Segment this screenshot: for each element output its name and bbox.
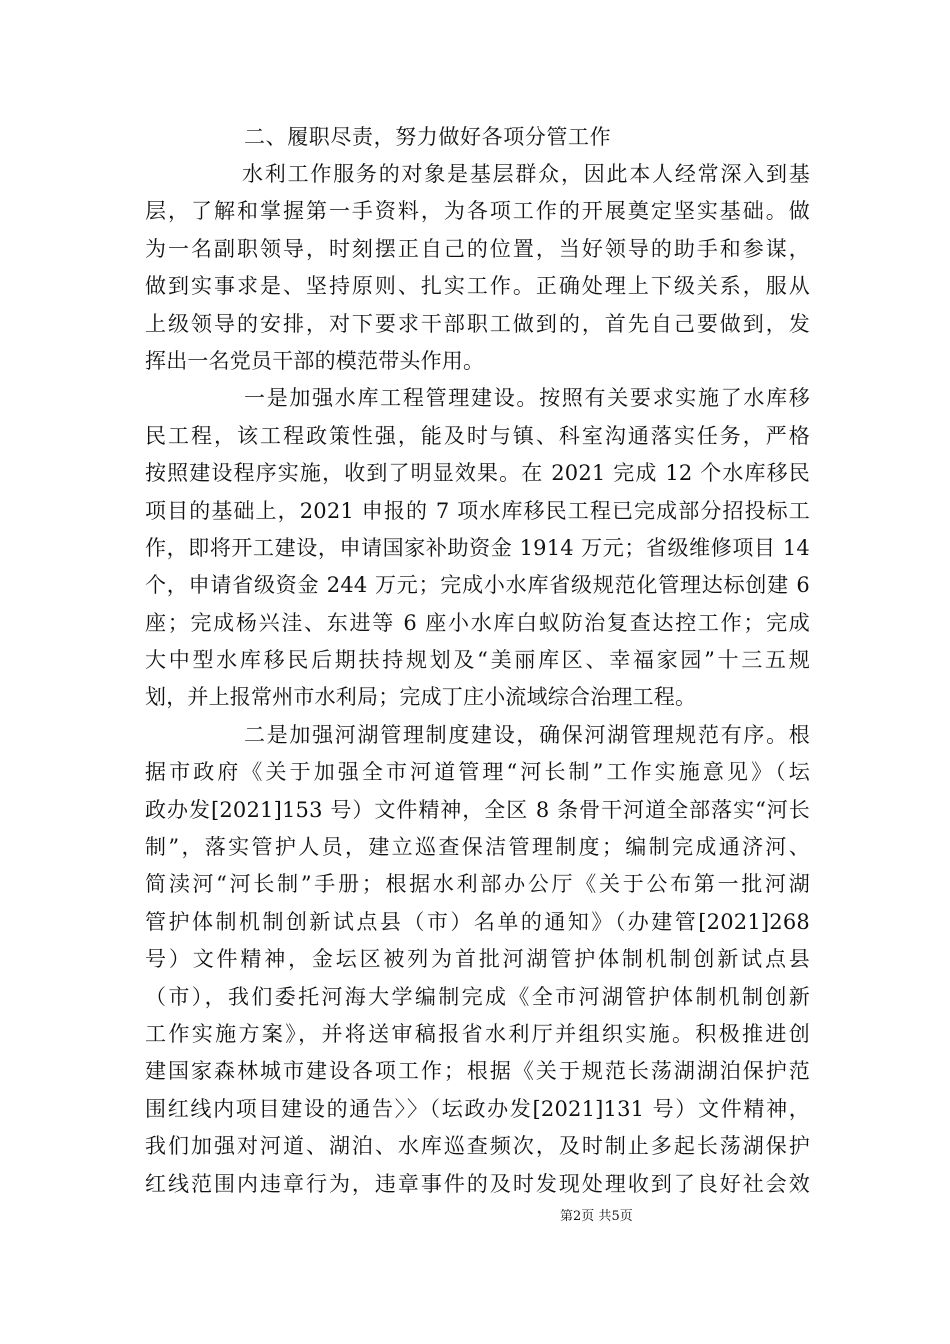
paragraph-line: 水利工作服务的对象是基层群众，因此本人经常深入到基 (242, 162, 810, 186)
paragraph-line: 建国家森林城市建设各项工作；根据《关于规范长荡湖湖泊保护范 (145, 1059, 810, 1084)
paragraph-reservoir-management (145, 380, 810, 717)
page-footer (0, 1205, 950, 1224)
footer-middle: 页 共 (581, 1209, 612, 1224)
section-heading: 二、履职尽责，努力做好各项分管工作 (244, 125, 612, 149)
footer-prefix: 第 (560, 1209, 574, 1224)
paragraph-service-attitude (145, 156, 810, 380)
paragraph-line: 作，即将开工建设，申请国家补助资金 1914 万元；省级维修项目 14 (145, 535, 810, 560)
paragraph-line: 为一名副职领导，时刻摆正自己的位置，当好领导的助手和参谋， (145, 236, 810, 261)
paragraph-line: 管护体制机制创新试点县（市）名单的通知》（办建管[2021]268 (145, 909, 810, 934)
footer-total-pages: 5 (611, 1209, 620, 1224)
paragraph-line: 按照建设程序实施，收到了明显效果。在 2021 完成 12 个水库移民 (145, 461, 810, 486)
paragraph-line: 上级领导的安排，对下要求干部职工做到的，首先自己要做到，发 (145, 311, 810, 336)
paragraph-line: 项目的基础上，2021 申报的 7 项水库移民工程已完成部分招投标工 (145, 498, 810, 523)
paragraph-line: 一是加强水库工程管理建设。按照有关要求实施了水库移 (244, 386, 810, 411)
document-body (145, 118, 810, 1203)
paragraph-line: 做到实事求是、坚持原则、扎实工作。正确处理上下级关系，服从 (145, 274, 810, 299)
paragraph-line: 简渎河“河长制”手册；根据水利部办公厅《关于公布第一批河湖 (145, 872, 810, 897)
paragraph-line: 红线范围内违章行为，违章事件的及时发现处理收到了良好社会效 (145, 1171, 810, 1196)
paragraph-line: 层，了解和掌握第一手资料，为各项工作的开展奠定坚实基础。做 (145, 199, 810, 224)
paragraph-river-lake-management (145, 717, 810, 1203)
paragraph-line: 我们加强对河道、湖泊、水库巡查频次，及时制止多起长荡湖保护 (145, 1134, 810, 1159)
paragraph-line: 座；完成杨兴洼、东进等 6 座小水库白蚁防治复查达控工作；完成 (145, 610, 810, 635)
paragraph-line: （市），我们委托河海大学编制完成《全市河湖管护体制机制创新 (145, 984, 810, 1009)
paragraph-line: 大中型水库移民后期扶持规划及“美丽库区、幸福家园”十三五规 (145, 648, 810, 673)
paragraph-line: 挥出一名党员干部的模范带头作用。 (145, 348, 485, 373)
paragraph-line: 制”，落实管护人员，建立巡查保洁管理制度；编制完成通济河、 (145, 835, 810, 860)
paragraph-line: 号）文件精神，金坛区被列为首批河湖管护体制机制创新试点县 (145, 947, 810, 972)
paragraph-line: 二是加强河湖管理制度建设，确保河湖管理规范有序。根 (244, 722, 810, 747)
paragraph-line: 工作实施方案》，并将送审稿报省水利厅并组织实施。积极推进创 (145, 1021, 810, 1046)
paragraph-line: 个，申请省级资金 244 万元；完成小水库省级规范化管理达标创建 6 (145, 573, 810, 598)
footer-suffix: 页 (619, 1209, 633, 1224)
footer-page-number: 2 (573, 1209, 582, 1224)
paragraph-line: 据市政府《关于加强全市河道管理“河长制”工作实施意见》（坛 (145, 760, 810, 785)
paragraph-line: 政办发[2021]153 号）文件精神，全区 8 条骨干河道全部落实“河长 (145, 797, 810, 822)
paragraph-line: 民工程，该工程政策性强，能及时与镇、科室沟通落实任务，严格 (145, 423, 810, 448)
paragraph-line: 划，并上报常州市水利局；完成丁庄小流域综合治理工程。 (145, 685, 697, 710)
paragraph-line: 围红线内项目建设的通告〉〉（坛政办发[2021]131 号）文件精神， (145, 1096, 810, 1121)
